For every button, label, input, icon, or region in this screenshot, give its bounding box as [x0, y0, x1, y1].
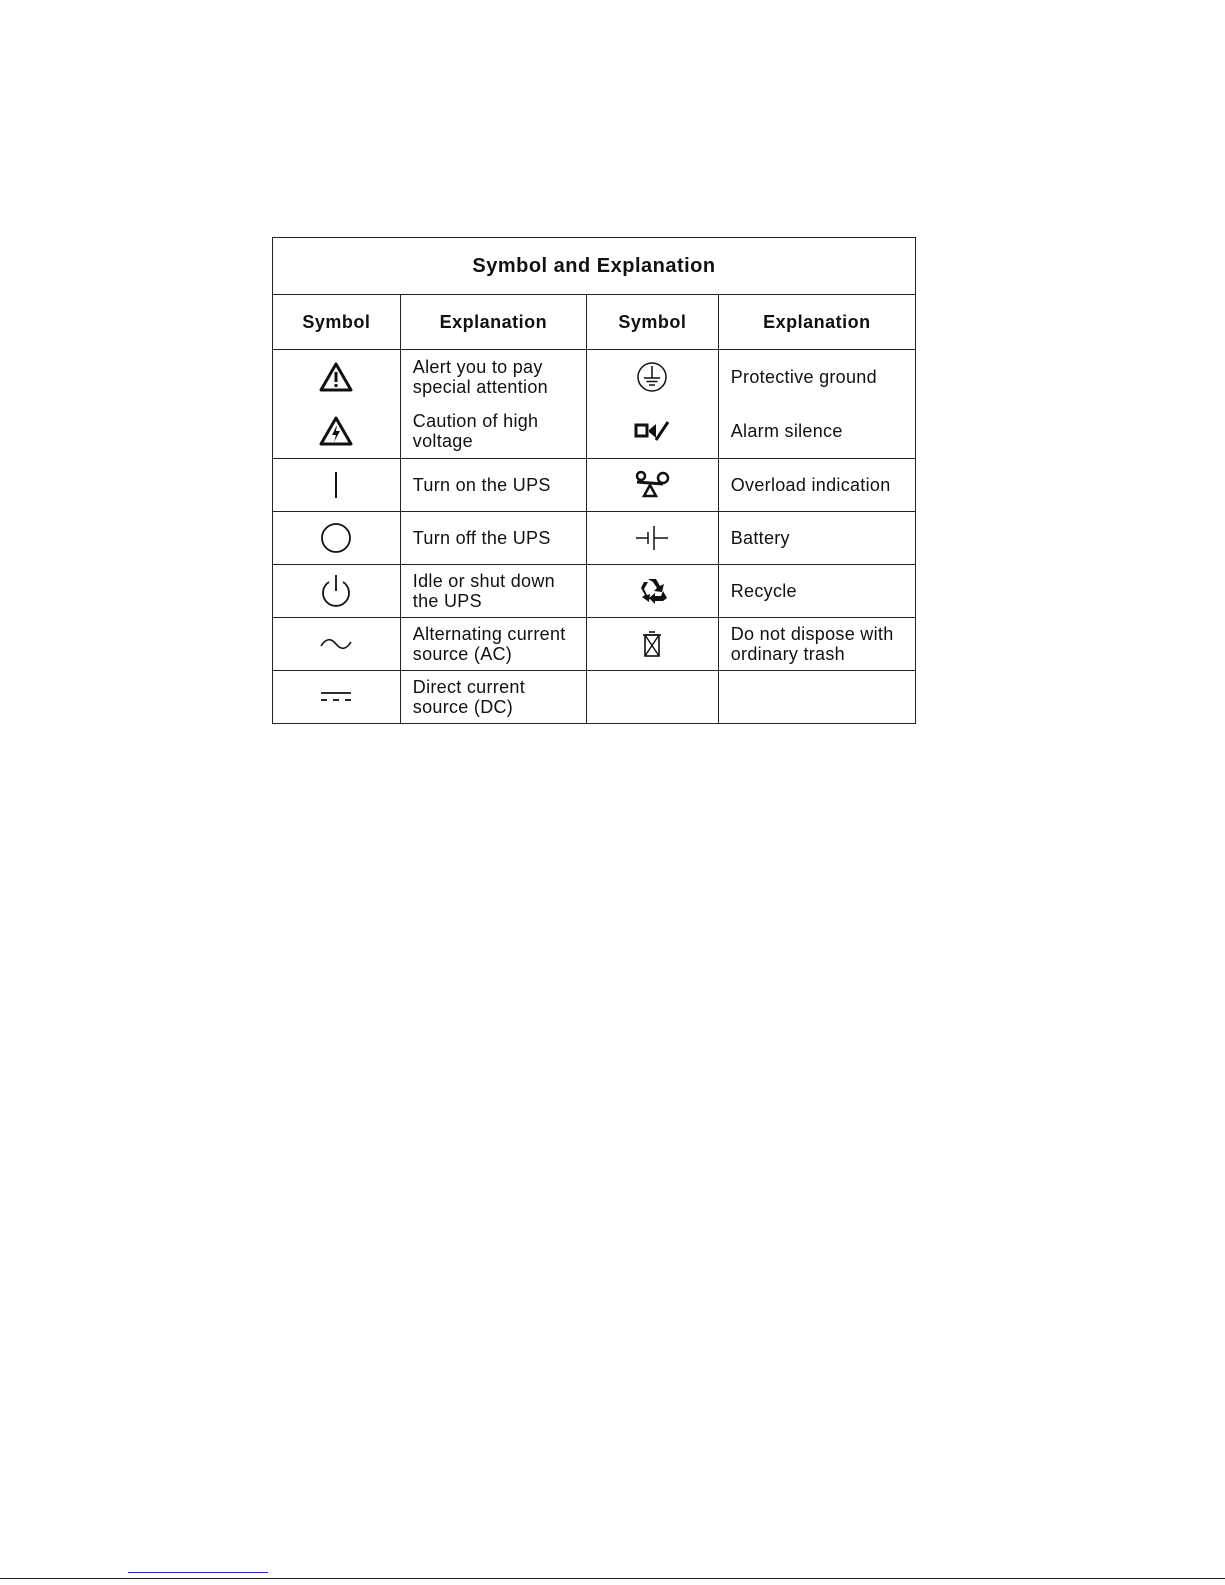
standby-icon: [319, 573, 353, 609]
explanation-turn-off: Turn off the UPS: [400, 512, 586, 565]
ac-icon: [319, 636, 353, 652]
protective-ground-icon: [636, 361, 668, 393]
empty-explanation-cell: [718, 671, 915, 724]
table-row: [273, 671, 916, 724]
power-on-icon: [331, 470, 341, 500]
explanation-high-voltage: Caution of high voltage: [412, 411, 539, 451]
explanation-battery: Battery: [718, 512, 915, 565]
recycle-icon: [635, 576, 669, 606]
table-title: Symbol and Explanation: [273, 238, 916, 295]
header-explanation-2: Explanation: [718, 295, 915, 350]
table-row: [273, 565, 916, 618]
overload-icon: [633, 470, 671, 500]
explanation-alarm-silence: Alarm silence: [730, 421, 843, 441]
table-row: [273, 350, 916, 459]
high-voltage-icon: [319, 416, 353, 446]
power-off-icon: [320, 522, 352, 554]
explanation-no-trash: Do not dispose with ordinary trash: [718, 618, 915, 671]
header-explanation-1: Explanation: [400, 295, 586, 350]
explanation-dc: Direct current source (DC): [400, 671, 586, 724]
header-symbol-2: Symbol: [586, 295, 718, 350]
table-row: [273, 512, 916, 565]
no-trash-icon: [641, 629, 663, 659]
explanation-alert: Alert you to pay special attention: [412, 357, 548, 397]
explanation-ac: Alternating current source (AC): [400, 618, 586, 671]
explanation-protective-ground: Protective ground: [730, 367, 877, 387]
footnote-rule: [128, 1572, 268, 1573]
battery-icon: [634, 523, 670, 553]
explanation-recycle: Recycle: [718, 565, 915, 618]
empty-symbol-cell: [586, 671, 718, 724]
dc-icon: [319, 690, 353, 704]
page-bottom-rule: [0, 1578, 1225, 1579]
explanation-turn-on: Turn on the UPS: [400, 459, 586, 512]
alarm-silence-icon: [634, 420, 670, 442]
header-symbol-1: Symbol: [273, 295, 401, 350]
table-row: [273, 618, 916, 671]
warning-triangle-icon: [319, 362, 353, 392]
symbol-table: [272, 237, 916, 724]
explanation-idle: Idle or shut down the UPS: [400, 565, 586, 618]
explanation-overload: Overload indication: [718, 459, 915, 512]
table-row: [273, 459, 916, 512]
